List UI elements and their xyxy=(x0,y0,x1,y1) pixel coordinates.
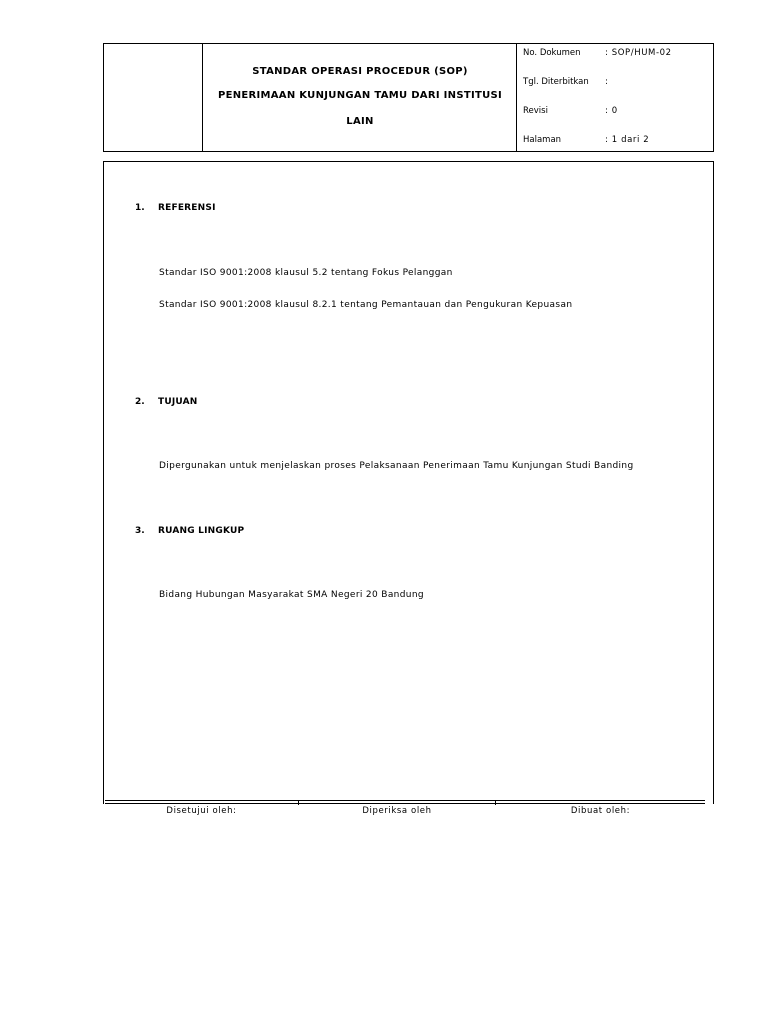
meta-key: Tgl. Diterbitkan xyxy=(523,77,589,87)
meta-value: : xyxy=(605,77,609,87)
section-title-referensi: REFERENSI xyxy=(158,203,216,213)
section-number: 2. xyxy=(135,397,145,407)
signature-made-label: Dibuat oleh: xyxy=(570,806,631,816)
section-number: 1. xyxy=(135,203,145,213)
section-paragraph: Dipergunakan untuk menjelaskan proses Pelaksanaan Penerimaan Tamu Kunjungan Studi Banding xyxy=(159,461,634,471)
meta-key: No. Dokumen xyxy=(523,48,581,58)
document-body-frame xyxy=(103,161,714,804)
meta-key: Halaman xyxy=(523,135,562,145)
document-meta-cell xyxy=(517,44,713,151)
meta-value: : 0 xyxy=(605,106,618,116)
signature-column-divider xyxy=(495,800,496,805)
meta-key: Revisi xyxy=(523,106,548,116)
document-title-line-3: LAIN xyxy=(346,116,374,127)
document-title-line-1: STANDAR OPERASI PROCEDUR (SOP) xyxy=(252,66,468,77)
signature-column-divider xyxy=(298,800,299,805)
section-paragraph: Standar ISO 9001:2008 klausul 8.2.1 tentang Pemantauan dan Pengukuran Kepuasan xyxy=(159,300,573,310)
section-paragraph: Bidang Hubungan Masyarakat SMA Negeri 20 Bandung xyxy=(159,590,424,600)
document-title-line-2: PENERIMAAN KUNJUNGAN TAMU DARI INSTITUSI xyxy=(217,90,503,101)
meta-value: : SOP/HUM-02 xyxy=(605,48,672,58)
section-title-tujuan: TUJUAN xyxy=(158,397,198,407)
logo-cell xyxy=(104,44,203,151)
section-paragraph: Standar ISO 9001:2008 klausul 5.2 tentang Fokus Pelanggan xyxy=(159,268,453,278)
section-title-ruang-lingkup: RUANG LINGKUP xyxy=(158,526,245,536)
document-header-table xyxy=(103,43,714,152)
signature-approved-label: Disetujui oleh: xyxy=(166,806,237,816)
meta-value: : 1 dari 2 xyxy=(605,135,650,145)
signature-checked-label: Diperiksa oleh xyxy=(362,806,432,816)
title-cell xyxy=(203,44,517,151)
section-number: 3. xyxy=(135,526,145,536)
signature-divider xyxy=(105,800,705,804)
